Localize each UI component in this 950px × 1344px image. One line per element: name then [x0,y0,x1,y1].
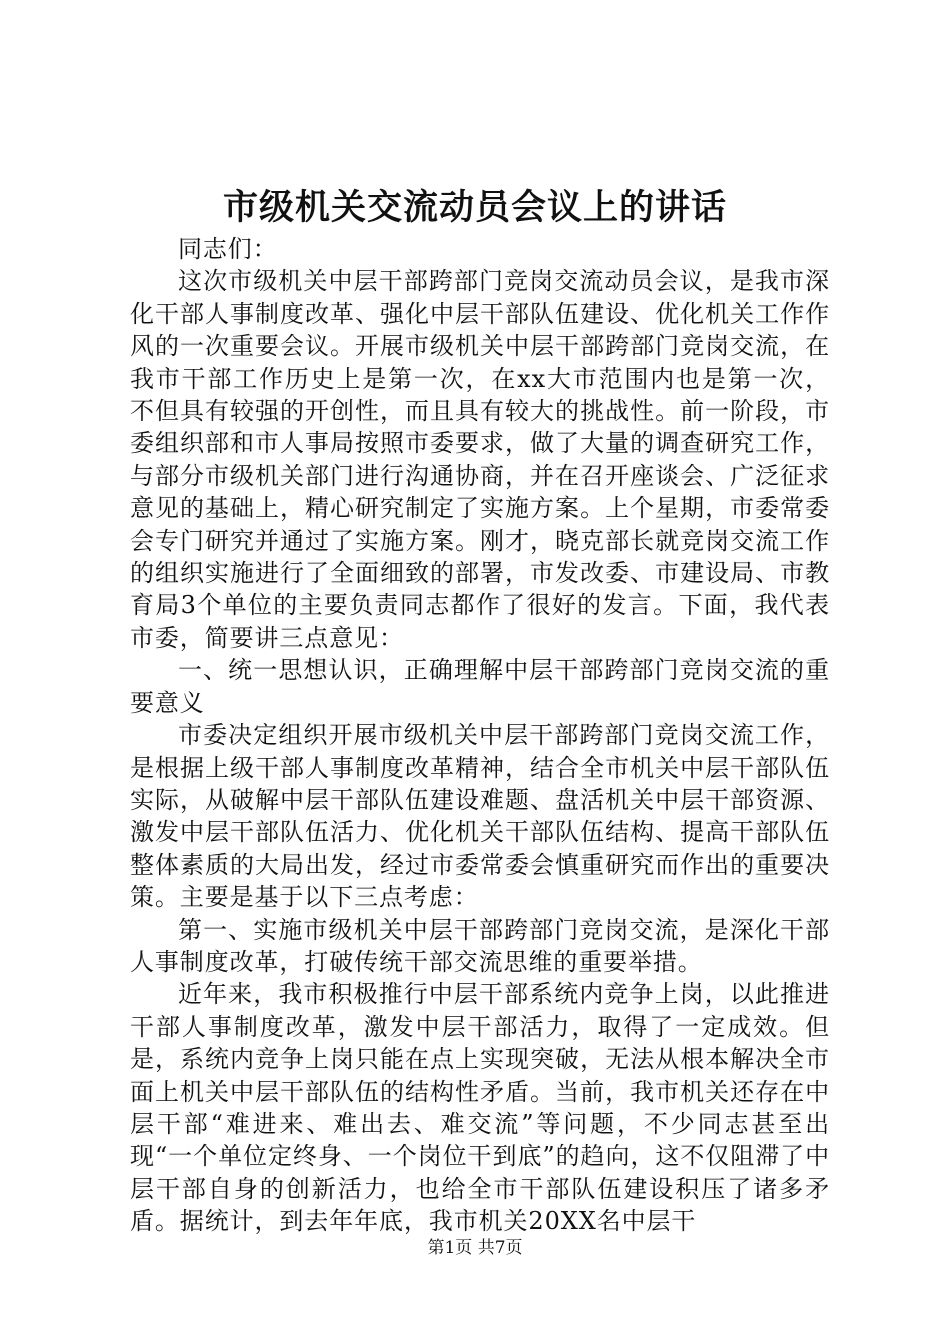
section-heading: 一、统一思想认识，正确理解中层干部跨部门竞岗交流的重要意义 [130,656,830,717]
body-paragraph: 市委决定组织开展市级机关中层干部跨部门竞岗交流工作，是根据上级干部人事制度改革精神，结合全市机关中层干部队伍实际，从破解中层干部队伍建设难题、盘活机关中层干部资源、激发中层干部队伍活力、优化机关干部队伍结构、提高干部队伍整体素质的大局出发，经过市委常委会慎重研究而作出的重要决策。主要是基于以下三点考虑： [130,721,830,912]
document-body [130,233,830,1238]
document-title: 市级机关交流动员会议上的讲话 [222,187,727,228]
page-number-footer: 第1页 共7页 [427,1238,523,1258]
body-paragraph: 第一、实施市级机关中层干部跨部门竞岗交流，是深化干部人事制度改革，打破传统干部交流思维的重要举措。 [130,915,830,976]
body-paragraph: 近年来，我市积极推行中层干部系统内竞争上岗，以此推进干部人事制度改革，激发中层干部活力，取得了一定成效。但是，系统内竞争上岗只能在点上实现突破，无法从根本解决全市面上机关中层干部队伍的结构性矛盾。当前，我市机关还存在中层干部“难进来、难出去、难交流”等问题，不少同志甚至出现“一个单位定终身、一个岗位干到底”的趋向，这不仅阻滞了中层干部自身的创新活力，也给全市干部队伍建设积压了诸多矛盾。据统计，到去年年底，我市机关20XX名中层干 [130,980,830,1236]
salutation: 同志们： [178,235,278,263]
body-paragraph: 这次市级机关中层干部跨部门竞岗交流动员会议，是我市深化干部人事制度改革、强化中层干部队伍建设、优化机关工作作风的一次重要会议。开展市级机关中层干部跨部门竞岗交流，在我市干部工作历史上是第一次，在xx大市范围内也是第一次，不但具有较强的开创性，而且具有较大的挑战性。前一阶段，市委组织部和市人事局按照市委要求，做了大量的调查研究工作，与部分市级机关部门进行沟通协商，并在召开座谈会、广泛征求意见的基础上，精心研究制定了实施方案。上个星期，市委常委会专门研究并通过了实施方案。刚才，晓克部长就竞岗交流工作的组织实施进行了全面细致的部署，市发改委、市建设局、市教育局3个单位的主要负责同志都作了很好的发言。下面，我代表市委，简要讲三点意见： [130,267,830,652]
